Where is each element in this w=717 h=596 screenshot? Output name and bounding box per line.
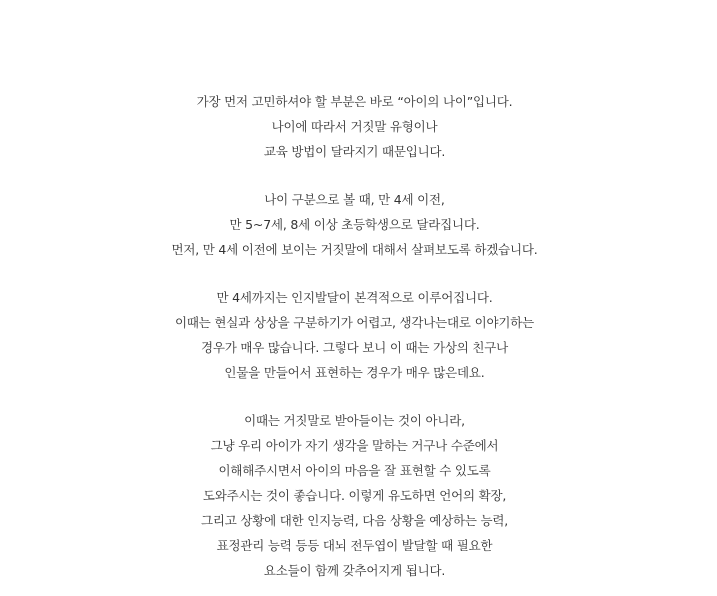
text-line: 표정관리 능력 등등 대뇌 전두엽이 발달할 때 필요한 [216,538,493,553]
paragraph-under-four [0,285,709,385]
text-line: 그리고 상황에 대한 인지능력, 다음 상황을 예상하는 능력, [200,513,509,528]
paragraph-age-importance [0,89,709,164]
paragraph-age-groups [0,187,709,262]
article-body [0,89,709,583]
text-line: 먼저, 만 4세 이전에 보이는 거짓말에 대해서 살펴보도록 하겠습니다. [171,242,538,257]
text-line: 요소들이 함께 갖추어지게 됩니다. [263,563,446,578]
text-line: 도와주시는 것이 좋습니다. 이렇게 유도하면 언어의 확장, [202,488,507,503]
text-line: 이때는 현실과 상상을 구분하기가 어렵고, 생각나는대로 이야기하는 [175,315,534,330]
text-line: 가장 먼저 고민하셔야 할 부분은 바로 “아이의 나이”입니다. [196,94,513,109]
paragraph-guidance [0,408,709,583]
text-line: 만 5~7세, 8세 이상 초등학생으로 달라집니다. [229,217,480,232]
text-line: 나이 구분으로 볼 때, 만 4세 이전, [264,192,445,207]
text-line: 인물을 만들어서 표현하는 경우가 매우 많은데요. [224,365,485,380]
text-line: 이해해주시면서 아이의 마음을 잘 표현할 수 있도록 [218,463,491,478]
text-line: 만 4세까지는 인지발달이 본격적으로 이루어집니다. [216,290,493,305]
text-line: 그냥 우리 아이가 자기 생각을 말하는 거구나 수준에서 [210,438,499,453]
text-line: 교육 방법이 달라지기 때문입니다. [263,144,446,159]
text-line: 나이에 따라서 거짓말 유형이나 [271,119,438,134]
text-line: 경우가 매우 많습니다. 그렇다 보니 이 때는 가상의 친구나 [200,340,509,355]
text-line: 이때는 거짓말로 받아들이는 것이 아니라, [244,413,465,428]
